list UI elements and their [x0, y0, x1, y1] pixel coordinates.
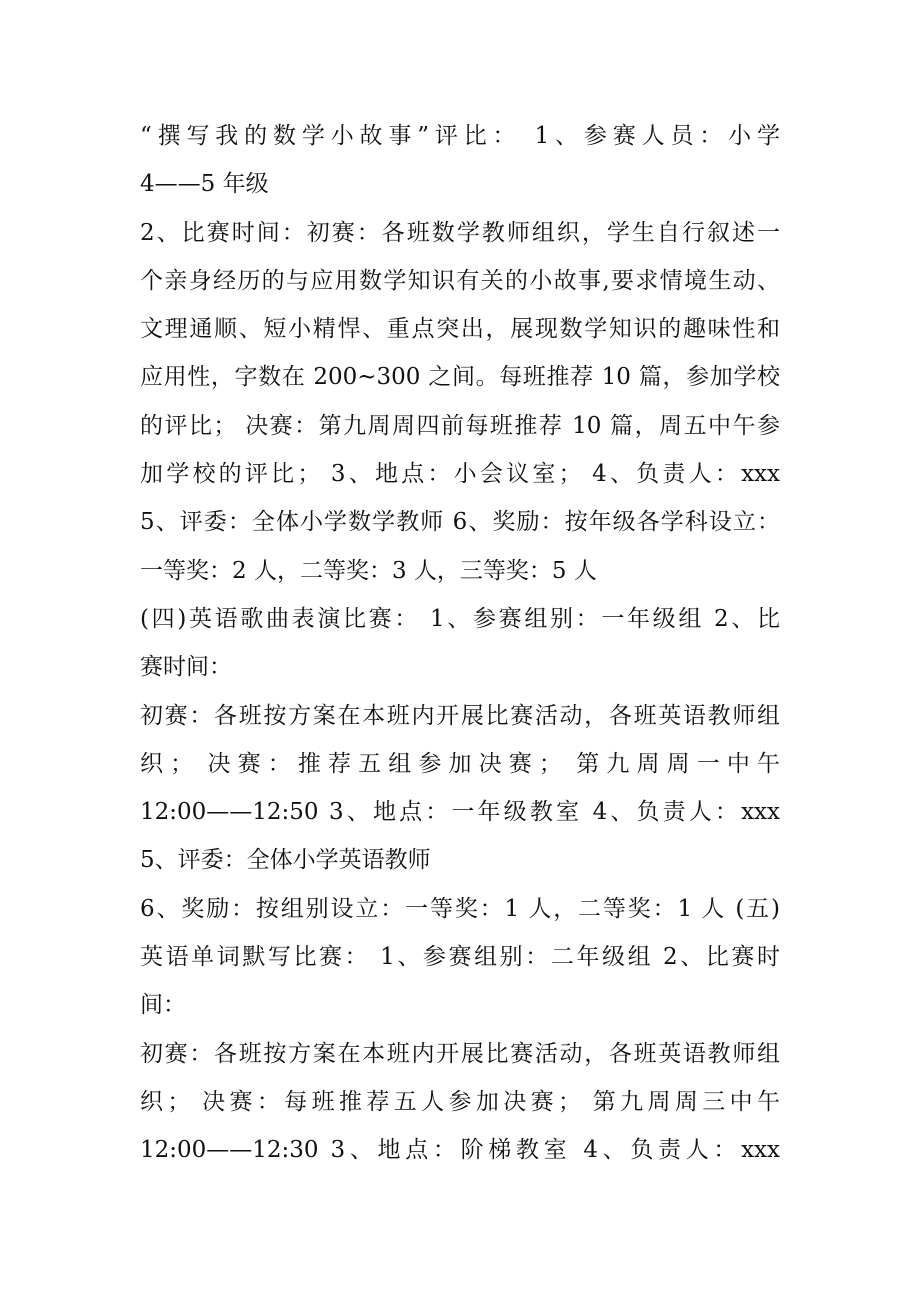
text-line: “撰写我的数学小故事”评比： 1、参赛人员：小学	[140, 123, 780, 149]
document-body	[140, 112, 780, 1175]
text-line: 英语单词默写比赛： 1、参赛组别：二年级组 2、比赛时	[140, 944, 780, 971]
text-line: 5、评委：全体小学英语教师	[140, 847, 431, 874]
text-line: 12:00——12:30 3、地点：阶梯教室 4、负责人：xxx	[140, 1137, 780, 1164]
text-line: 赛时间：	[140, 654, 232, 681]
text-line: 初赛：各班按方案在本班内开展比赛活动，各班英语教师组	[140, 1040, 780, 1067]
text-line: 初赛：各班按方案在本班内开展比赛活动，各班英语教师组	[140, 702, 780, 729]
text-line: 织； 决赛：推荐五组参加决赛； 第九周周一中午	[140, 750, 780, 777]
text-line: 应用性，字数在 200~300 之间。每班推荐 10 篇，参加学校	[140, 364, 780, 391]
text-line: 的评比； 决赛：第九周周四前每班推荐 10 篇，周五中午参	[140, 412, 780, 439]
text-line: 4——5 年级	[140, 171, 269, 198]
text-line: 间：	[140, 992, 186, 1019]
text-line: 个亲身经历的与应用数学知识有关的小故事,要求情境生动、	[140, 267, 780, 294]
text-line: (四)英语歌曲表演比赛： 1、参赛组别：一年级组 2、比	[140, 605, 780, 632]
text-line: 织； 决赛：每班推荐五人参加决赛； 第九周周三中午	[140, 1088, 780, 1115]
text-line: 6、奖励：按组别设立：一等奖：1 人，二等奖：1 人 (五)	[140, 895, 780, 922]
text-line: 一等奖：2 人，二等奖：3 人，三等奖：5 人	[140, 557, 597, 584]
text-line: 文理通顺、短小精悍、重点突出，展现数学知识的趣味性和	[140, 316, 780, 343]
text-line: 12:00——12:50 3、地点：一年级教室 4、负责人：xxx	[140, 799, 780, 826]
text-line: 5、评委：全体小学数学教师 6、奖励：按年级各学科设立：	[140, 509, 780, 536]
text-line: 加学校的评比； 3、地点：小会议室； 4、负责人：xxx	[140, 461, 780, 488]
text-line: 2、比赛时间：初赛：各班数学教师组织，学生自行叙述一	[140, 219, 780, 246]
